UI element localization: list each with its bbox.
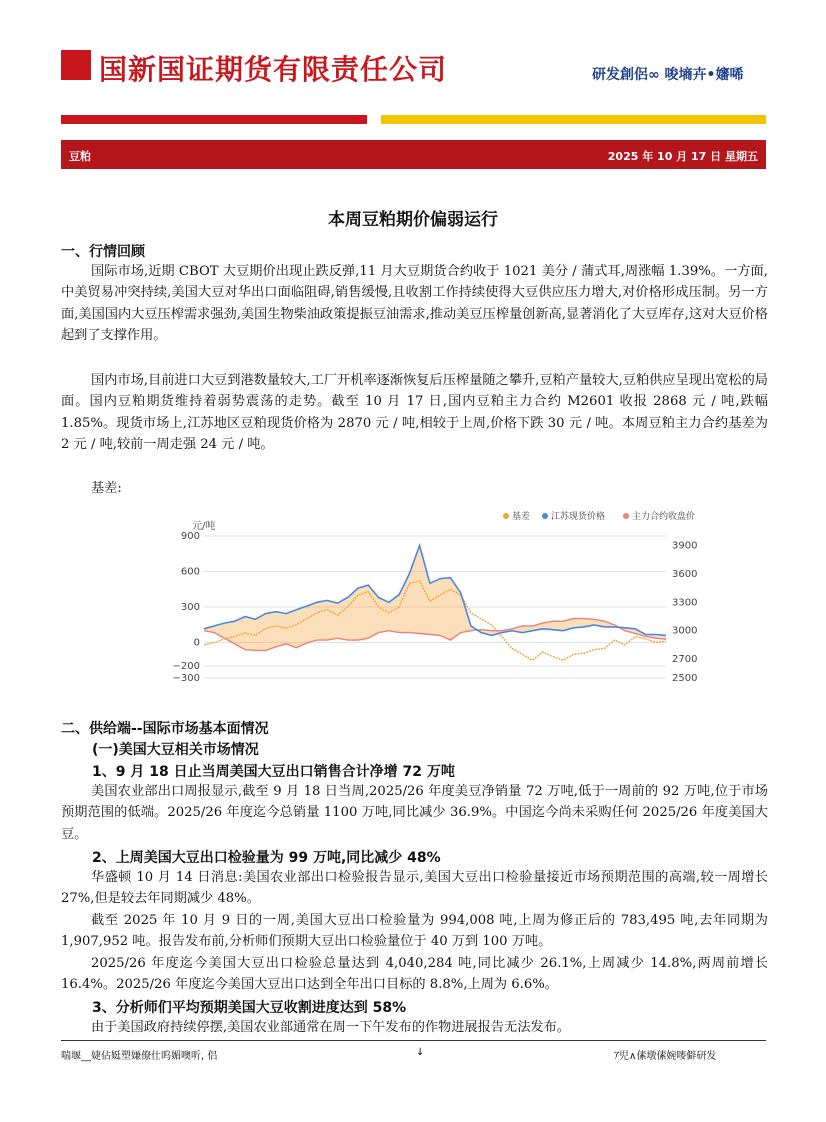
legend-swatch-spot xyxy=(542,513,548,519)
footer-center: ↓ xyxy=(416,1047,425,1058)
y-left-tick-label: 300 xyxy=(180,602,200,613)
company-name: 国新国证期货有限责任公司 xyxy=(99,53,448,86)
header-band xyxy=(61,140,766,169)
paragraph: 国际市场,近期 CBOT 大豆期价出现止跌反弹,11 月大豆期货合约收于 1021 美分 / 蒲式耳,周涨幅 1.39%。一方面,中美贸易冲突持续,美国大豆对华出口面临阻碍,销售缓慢,且收割工作持续使得大豆供应压力增大,对价格形成压制。另一方面,美国国内大豆压榨需求强劲,美国生物柴油政策提振豆油需求,推动美豆压榨量创新高,显著消化了大豆库存,这对大豆价格起到了支撑作用。 xyxy=(61,264,768,344)
y-axis-unit: 元/吨 xyxy=(192,521,216,532)
y-left-tick-label: 600 xyxy=(180,566,200,578)
y-left-tick-label: −300 xyxy=(172,673,200,684)
y-right-tick-label: 2500 xyxy=(672,673,698,684)
band-date: 2025 年 10 月 17 日 星期五 xyxy=(607,150,758,163)
y-left-tick-label: 0 xyxy=(193,637,200,649)
paragraph: 截至 2025 年 10 月 9 日的一周,美国大豆出口检验量为 994,008 吨,上周为修正后的 783,495 吨,去年同期为 1,907,952 吨。报告发布前,分析师们预期大豆出口检验量位于 40 万到 100 万吨。 xyxy=(61,913,768,950)
header-bar-yellow xyxy=(381,115,766,124)
y-left-ticks xyxy=(173,531,200,684)
y-right-tick-label: 3600 xyxy=(672,568,698,580)
legend-label: 基差 xyxy=(512,512,531,522)
footer-divider xyxy=(61,1040,766,1041)
legend-label: 主力合约收盘价 xyxy=(632,512,696,522)
legend-swatch-basis xyxy=(503,513,509,519)
subsection-heading: 1、9 月 18 日止当周美国大豆出口销售合计净增 72 万吨 xyxy=(92,764,455,780)
paragraph: 华盛顿 10 月 14 日消息:美国农业部出口检验报告显示,美国大豆出口检验量接近市场预期范围的高端,较一周增长 27%,但是较去年同期减少 48%。 xyxy=(61,870,768,907)
y-right-tick-label: 3300 xyxy=(672,597,698,609)
header-bar-red xyxy=(61,115,367,124)
paragraph: 国内市场,目前进口大豆到港数量较大,工厂开机率逐渐恢复后压榨量随之攀升,豆粕产量较大,豆粕供应呈现出宽松的局面。国内豆粕期货维持着弱势震荡的走势。截至 10 月 17 日,国内豆粕主力合约 M2601 收报 2868 元 / 吨,跌幅 1.85%。现货市场上,江苏地区豆粕现货价格为 2870 元 / 吨,相较于上周,价格下跌 30 元 / 吨。本周豆粕主力合约基差为 2 元 / 吨,较前一周走强 24 元 / 吨。 xyxy=(61,373,768,453)
band-category: 豆粕 xyxy=(69,150,91,163)
paragraph: 美国农业部出口周报显示,截至 9 月 18 日当周,2025/26 年度美豆净销量 72 万吨,低于一周前的 92 万吨,位于市场预期范围的低端。2025/26 年度迄今总销量 1100 万吨,同比减少 36.9%。中国迄今尚未采购任何 2025/26 年度美国大豆。 xyxy=(61,784,768,842)
subsection-heading: (一)美国大豆相关市场情况 xyxy=(92,742,259,758)
y-left-tick-label: 900 xyxy=(180,531,200,542)
section-heading: 一、行情回顾 xyxy=(61,244,145,260)
header-right-text: 研发創侶∞ 唆墒卉•嬸唏 xyxy=(592,67,744,83)
subsection-heading: 3、分析师们平均预期美国大豆收割进度达到 58% xyxy=(92,1000,407,1016)
y-right-ticks xyxy=(672,540,697,684)
footer-left: 喘堰__婕佔娗塑嫌僚仕呜媚噢听, 侣 xyxy=(61,1051,218,1062)
footer-right: ｱ児∧傃墩傃婉嘜僻研发 xyxy=(614,1051,717,1062)
y-right-tick-label: 2700 xyxy=(672,654,698,666)
chart-legend xyxy=(503,510,695,522)
y-left-tick-label: −200 xyxy=(172,661,200,673)
y-right-tick-label: 3000 xyxy=(672,625,698,637)
section-heading: 二、供给端--国际市场基本面情况 xyxy=(61,721,269,737)
basis-chart xyxy=(168,506,708,688)
company-logo xyxy=(61,50,91,80)
paragraph: 由于美国政府持续停摆,美国农业部通常在周一下午发布的作物进展报告无法发布。 xyxy=(91,1020,570,1035)
paragraph: 2025/26 年度迄今美国大豆出口检验总量达到 4,040,284 吨,同比减少 26.1%,上周减少 14.8%,两周前增长 16.4%。2025/26 年度迄今美国大豆出口达到全年出口目标的 8.8%,上周为 6.6%。 xyxy=(61,956,768,993)
paragraph: 基差: xyxy=(91,481,122,496)
legend-swatch-futures xyxy=(623,513,629,519)
legend-label: 江苏现货价格 xyxy=(551,512,606,522)
subsection-heading: 2、上周美国大豆出口检验量为 99 万吨,同比减少 48% xyxy=(92,850,441,866)
y-right-tick-label: 3900 xyxy=(672,540,698,552)
page-title: 本周豆粕期价偏弱运行 xyxy=(328,210,498,230)
